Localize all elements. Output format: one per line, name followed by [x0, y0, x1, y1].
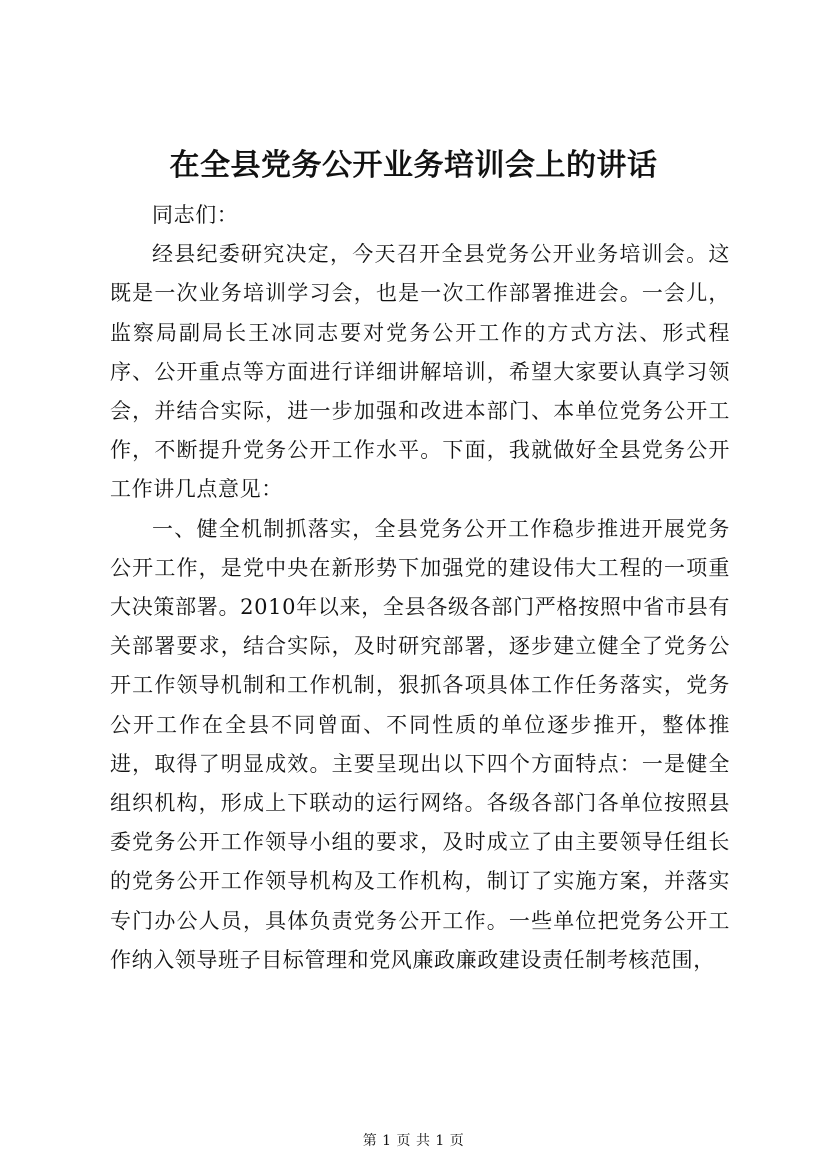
document-title: 在全县党务公开业务培训会上的讲话: [169, 148, 658, 183]
page-number-footer: 第 1 页 共 1 页: [362, 1133, 465, 1149]
section-one-paragraph: 一、健全机制抓落实，全县党务公开工作稳步推进开展党务公开工作，是党中央在新形势下加强党的建设伟大工程的一项重大决策部署。2010年以来，全县各级各部门严格按照中省市县有关部署要求，结合实际，及时研究部署，逐步建立健全了党务公开工作领导机制和工作机制，狠抓各项具体工作任务落实，党务公开工作在全县不同曾面、不同性质的单位逐步推开，整体推进，取得了明显成效。主要呈现出以下四个方面特点：一是健全组织机构，形成上下联动的运行网络。各级各部门各单位按照县委党务公开工作领导小组的要求，及时成立了由主要领导任组长的党务公开工作领导机构及工作机构，制订了实施方案，并落实专门办公人员，具体负责党务公开工作。一些单位把党务公开工作纳入领导班子目标管理和党风廉政廉政建设责任制考核范围，: [110, 516, 730, 972]
document-body: [110, 196, 730, 980]
intro-paragraph: 经县纪委研究决定，今天召开全县党务公开业务培训会。这既是一次业务培训学习会，也是一次工作部署推进会。一会儿，监察局副局长王冰同志要对党务公开工作的方式方法、形式程序、公开重点等方面进行详细讲解培训，希望大家要认真学习领会，并结合实际，进一步加强和改进本部门、本单位党务公开工作，不断提升党务公开工作水平。下面，我就做好全县党务公开工作讲几点意见：: [110, 242, 730, 502]
salutation-paragraph: 同志们：: [152, 203, 239, 227]
